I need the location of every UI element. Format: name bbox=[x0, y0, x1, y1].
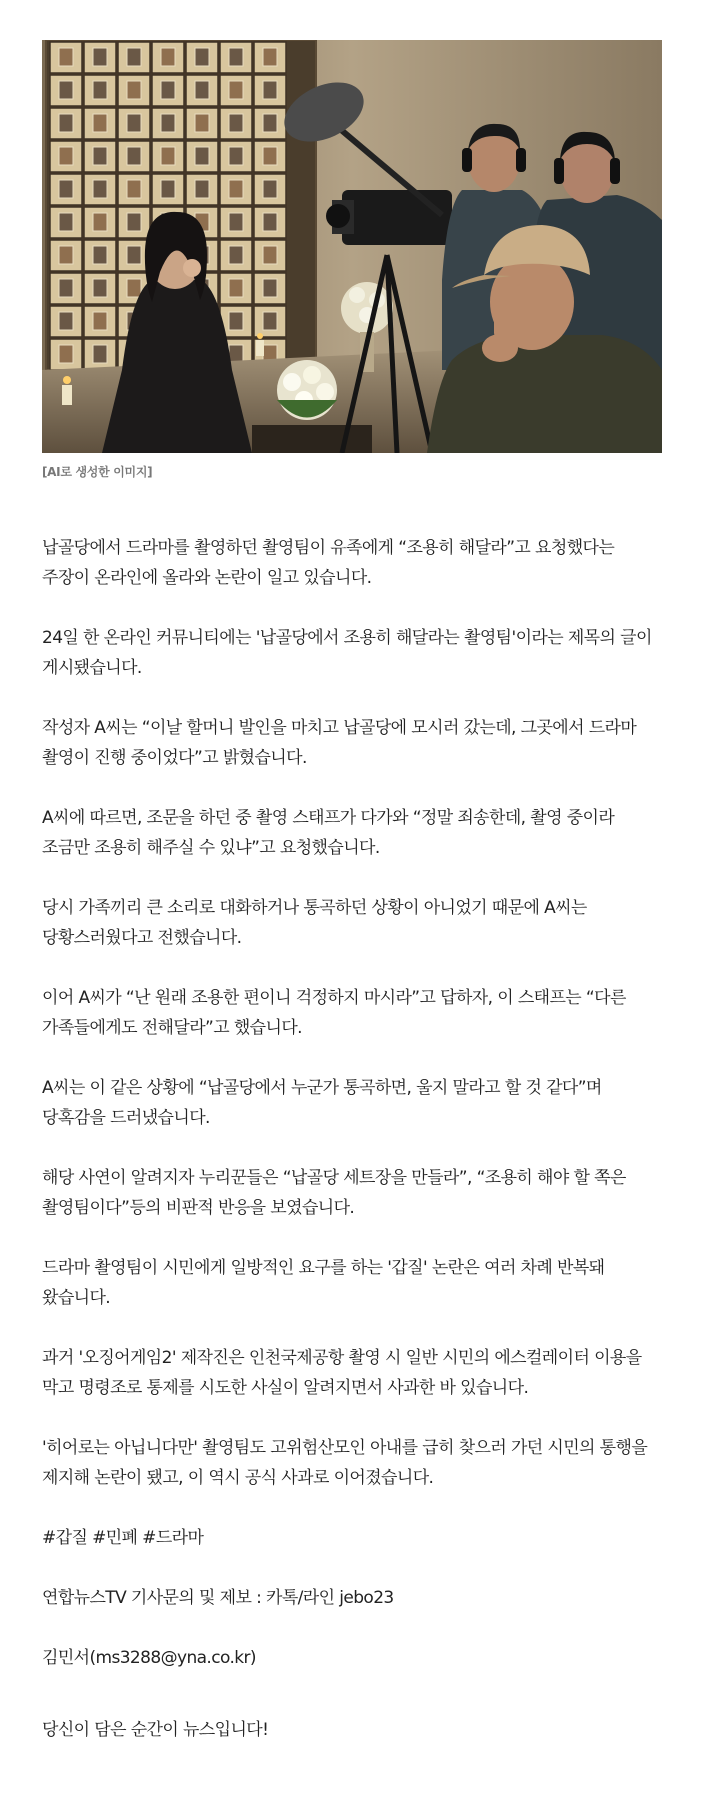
paragraph: 과거 '오징어게임2' 제작진은 인천국제공항 촬영 시 일반 시민의 에스컬레이터 이용을 막고 명령조로 통제를 시도한 사실이 알려지면서 사과한 바 있습니다. bbox=[42, 1348, 642, 1398]
paragraph: 24일 한 온라인 커뮤니티에는 '납골당에서 조용히 해달라는 촬영팀'이라는 제목의 글이 게시됐습니다. bbox=[42, 628, 652, 678]
paragraph: '히어로는 아닙니다만' 촬영팀도 고위험산모인 아내를 급히 찾으러 가던 시민의 통행을 제지해 논란이 됐고, 이 역시 공식 사과로 이어졌습니다. bbox=[42, 1438, 648, 1488]
paragraph: 작성자 A씨는 “이날 할머니 발인을 마치고 납골당에 모시러 갔는데, 그곳에서 드라마 촬영이 진행 중이었다”고 밝혔습니다. bbox=[42, 718, 637, 768]
article-photo bbox=[42, 40, 662, 453]
paragraph: 드라마 촬영팀이 시민에게 일방적인 요구를 하는 '갑질' 논란은 여러 차례 반복돼 왔습니다. bbox=[42, 1258, 605, 1308]
paragraph: 이어 A씨가 “난 원래 조용한 편이니 걱정하지 마시라”고 답하자, 이 스태프는 “다른 가족들에게도 전해달라”고 했습니다. bbox=[42, 988, 626, 1038]
tip-line: 연합뉴스TV 기사문의 및 제보 : 카톡/라인 jebo23 bbox=[42, 1588, 394, 1608]
byline: 김민서(ms3288@yna.co.kr) bbox=[42, 1648, 256, 1668]
article-body bbox=[42, 533, 662, 1745]
paragraph: A씨에 따르면, 조문을 하던 중 촬영 스태프가 다가와 “정말 죄송한데, 촬영 중이라 조금만 조용히 해주실 수 있냐”고 요청했습니다. bbox=[42, 808, 615, 858]
paragraph: A씨는 이 같은 상황에 “납골당에서 누군가 통곡하면, 울지 말라고 할 것 같다”며 당혹감을 드러냈습니다. bbox=[42, 1078, 602, 1128]
photo-illustration bbox=[42, 40, 662, 453]
slogan: 당신이 담은 순간이 뉴스입니다! bbox=[42, 1720, 269, 1740]
paragraph: 당시 가족끼리 큰 소리로 대화하거나 통곡하던 상황이 아니었기 때문에 A씨는 당황스러웠다고 전했습니다. bbox=[42, 898, 587, 948]
hashtags: #갑질 #민폐 #드라마 bbox=[42, 1528, 204, 1548]
image-caption: [AI로 생성한 이미지] bbox=[42, 465, 153, 479]
paragraph: 해당 사연이 알려지자 누리꾼들은 “납골당 세트장을 만들라”, “조용히 해야 할 쪽은 촬영팀이다”등의 비판적 반응을 보였습니다. bbox=[42, 1168, 626, 1218]
paragraph: 납골당에서 드라마를 촬영하던 촬영팀이 유족에게 “조용히 해달라”고 요청했다는 주장이 온라인에 올라와 논란이 일고 있습니다. bbox=[42, 538, 615, 588]
article bbox=[42, 40, 662, 1775]
